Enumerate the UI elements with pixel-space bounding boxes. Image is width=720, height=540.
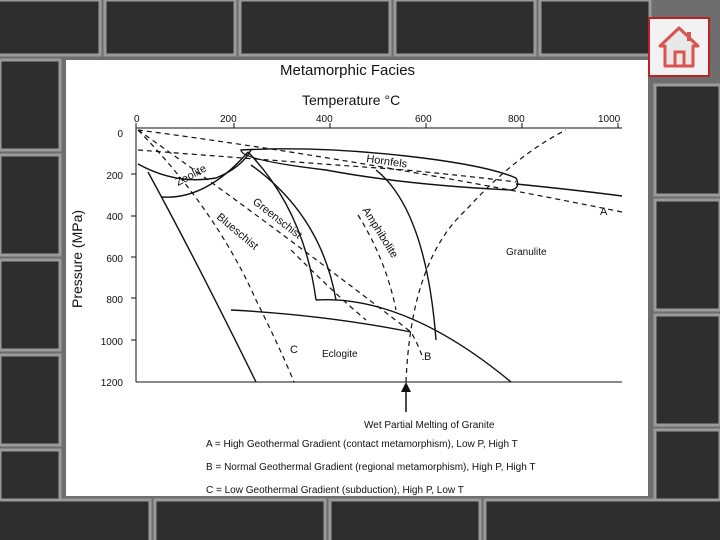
home-button[interactable] xyxy=(648,17,710,77)
blueschist-label: Blueschist xyxy=(214,211,261,253)
granulite-label: Granulite xyxy=(506,247,547,258)
y-tick-label: 600 xyxy=(106,254,123,265)
greenschist-label: Greenschist xyxy=(250,195,304,242)
zeolite-label: Zeolite xyxy=(173,162,209,189)
melting-annotation: Wet Partial Melting of Granite xyxy=(364,420,495,431)
facies-diagram xyxy=(66,60,648,496)
facies-boundaries xyxy=(138,149,622,382)
facies-diagram-panel xyxy=(66,60,648,496)
y-axis-label: Pressure (MPa) xyxy=(69,209,85,308)
gradient-lines xyxy=(138,130,622,382)
y-tick-label: 1200 xyxy=(100,378,123,389)
y-tick-label: 800 xyxy=(106,295,123,306)
x-tick-label: 800 xyxy=(508,114,525,125)
x-tick-label: 200 xyxy=(220,114,237,125)
eclogite-label: Eclogite xyxy=(322,349,358,360)
melting-arrow xyxy=(401,382,411,412)
y-tick-label: 400 xyxy=(106,212,123,223)
x-axis-label: Temperature °C xyxy=(302,92,401,108)
x-tick-label: 600 xyxy=(415,114,432,125)
gradient-a-label: A xyxy=(600,206,608,218)
legend-item-b: B = Normal Geothermal Gradient (regional metamorphism), High P, High T xyxy=(206,462,536,473)
amphibolite-label: Amphibolite xyxy=(359,205,401,261)
x-tick-label: 0 xyxy=(134,114,140,125)
gradient-c-label: C xyxy=(290,344,298,356)
legend-item-a: A = High Geothermal Gradient (contact metamorphism), Low P, High T xyxy=(206,439,518,450)
y-tick-label: 200 xyxy=(106,171,123,182)
x-tick-label: 400 xyxy=(316,114,333,125)
gradient-b-label: B xyxy=(424,351,432,363)
x-tick-label: 1000 xyxy=(598,114,621,125)
y-tick-label: 1000 xyxy=(100,337,123,348)
diagram-title: Metamorphic Facies xyxy=(280,62,416,79)
home-icon xyxy=(656,24,702,70)
hornfels-label: Hornfels xyxy=(365,153,408,171)
y-tick-label: 0 xyxy=(117,129,123,140)
legend-item-c: C = Low Geothermal Gradient (subduction), High P, Low T xyxy=(206,485,464,496)
